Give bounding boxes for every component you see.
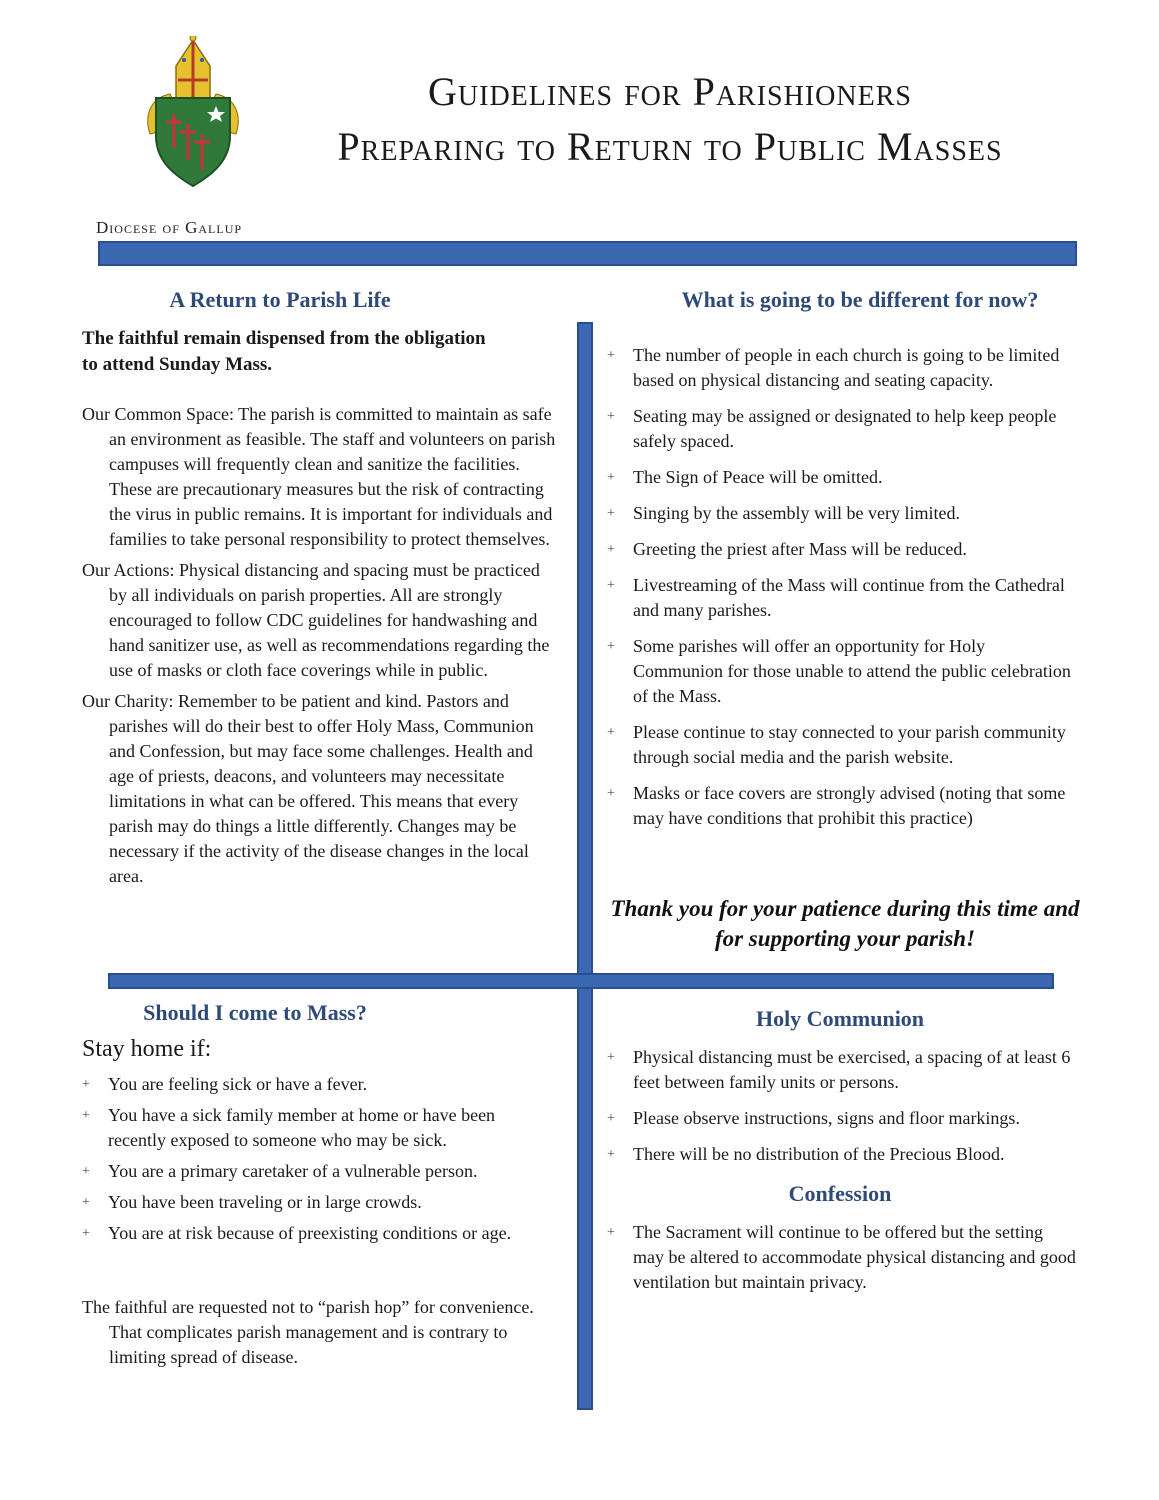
parish-hop-note: The faithful are requested not to “parish hop” for convenience. That complicates parish management and is contrary to limiting spread of disease. bbox=[82, 1297, 534, 1367]
list-item: + You are feeling sick or have a fever. bbox=[82, 1074, 368, 1094]
communion-list bbox=[607, 1045, 1077, 1178]
list-item: + Physical distancing must be exercised, a spacing of at least 6 feet between family units or persons. bbox=[607, 1047, 1071, 1092]
diocese-name: Diocese of Gallup bbox=[96, 218, 243, 237]
list-item: + The number of people in each church is going to be limited based on physical distancing and seating capacity. bbox=[607, 345, 1060, 390]
header-divider-bar bbox=[98, 241, 1077, 266]
list-item: + Seating may be assigned or designated to help keep people safely spaced. bbox=[607, 406, 1057, 451]
return-section-body bbox=[82, 402, 556, 895]
diocesan-coat-of-arms-icon bbox=[140, 36, 246, 188]
mass-section-heading: Should I come to Mass? bbox=[143, 1000, 367, 1025]
list-item: + The Sacrament will continue to be offered but the setting may be altered to accommodate physical distancing and good ventilation but maintain privacy. bbox=[607, 1222, 1076, 1292]
list-item: + There will be no distribution of the Precious Blood. bbox=[607, 1144, 1005, 1164]
charity-paragraph: Our Charity: Remember to be patient and kind. Pastors and parishes will do their best to offer Holy Mass, Communion and Confession, but may face some challenges. Health and age of priests, deacons, and volunteers may necessitate limitations in what can be offered. This means that every parish may do things a little differently. Changes may be necessary if the activity of the disease changes in the local area. bbox=[82, 691, 534, 886]
return-section-heading: A Return to Parish Life bbox=[169, 287, 391, 312]
thank-you-message: Thank you for your patience during this time and for supporting your parish! bbox=[610, 896, 1080, 951]
confession-section-heading: Confession bbox=[788, 1181, 892, 1206]
communion-section-heading: Holy Communion bbox=[755, 1006, 925, 1031]
middle-divider-bar bbox=[108, 973, 1054, 989]
page-title-line-1: Guidelines for Parishioners bbox=[428, 69, 912, 114]
stay-home-list bbox=[82, 1072, 556, 1252]
page-title-line-2: Preparing to Return to Public Masses bbox=[337, 124, 1003, 169]
different-section-heading: What is going to be different for now? bbox=[681, 287, 1039, 312]
different-list bbox=[607, 343, 1077, 842]
list-item: + You have been traveling or in large crowds. bbox=[82, 1192, 422, 1212]
confession-list bbox=[607, 1220, 1077, 1306]
vertical-divider-bar bbox=[577, 322, 593, 1410]
list-item: + Singing by the assembly will be very limited. bbox=[607, 503, 960, 523]
actions-paragraph: Our Actions: Physical distancing and spacing must be practiced by all individuals on parish properties. All are strongly encouraged to follow CDC guidelines for handwashing and hand sanitizer use, as well as recommendations regarding the use of masks or cloth face coverings while in public. bbox=[82, 560, 550, 680]
list-item: + You have a sick family member at home or have been recently exposed to someone who may be sick. bbox=[82, 1105, 496, 1150]
list-item: + You are a primary caretaker of a vulnerable person. bbox=[82, 1161, 478, 1181]
stay-home-heading: Stay home if: bbox=[82, 1036, 212, 1062]
list-item: + Livestreaming of the Mass will continue from the Cathedral and many parishes. bbox=[607, 575, 1065, 620]
list-item: + You are at risk because of preexisting conditions or age. bbox=[82, 1223, 512, 1243]
list-item: + Masks or face covers are strongly advised (noting that some may have conditions that prohibit this practice) bbox=[607, 783, 1066, 828]
list-item: + The Sign of Peace will be omitted. bbox=[607, 467, 883, 487]
list-item: + Please observe instructions, signs and floor markings. bbox=[607, 1108, 1020, 1128]
list-item: + Greeting the priest after Mass will be reduced. bbox=[607, 539, 967, 559]
list-item: + Some parishes will offer an opportunity for Holy Communion for those unable to attend the public celebration of the Mass. bbox=[607, 636, 1071, 706]
list-item: + Please continue to stay connected to your parish community through social media and the parish website. bbox=[607, 722, 1066, 767]
common-space-paragraph: Our Common Space: The parish is committed to maintain as safe an environment as feasible. The staff and volunteers on parish campuses will frequently clean and sanitize the facilities. These are precautionary measures but the risk of contracting the virus in public remains. It is important for individuals and families to take personal responsibility to protect themselves. bbox=[82, 404, 556, 549]
dispensed-statement: The faithful remain dispensed from the obligation to attend Sunday Mass. bbox=[82, 328, 486, 375]
